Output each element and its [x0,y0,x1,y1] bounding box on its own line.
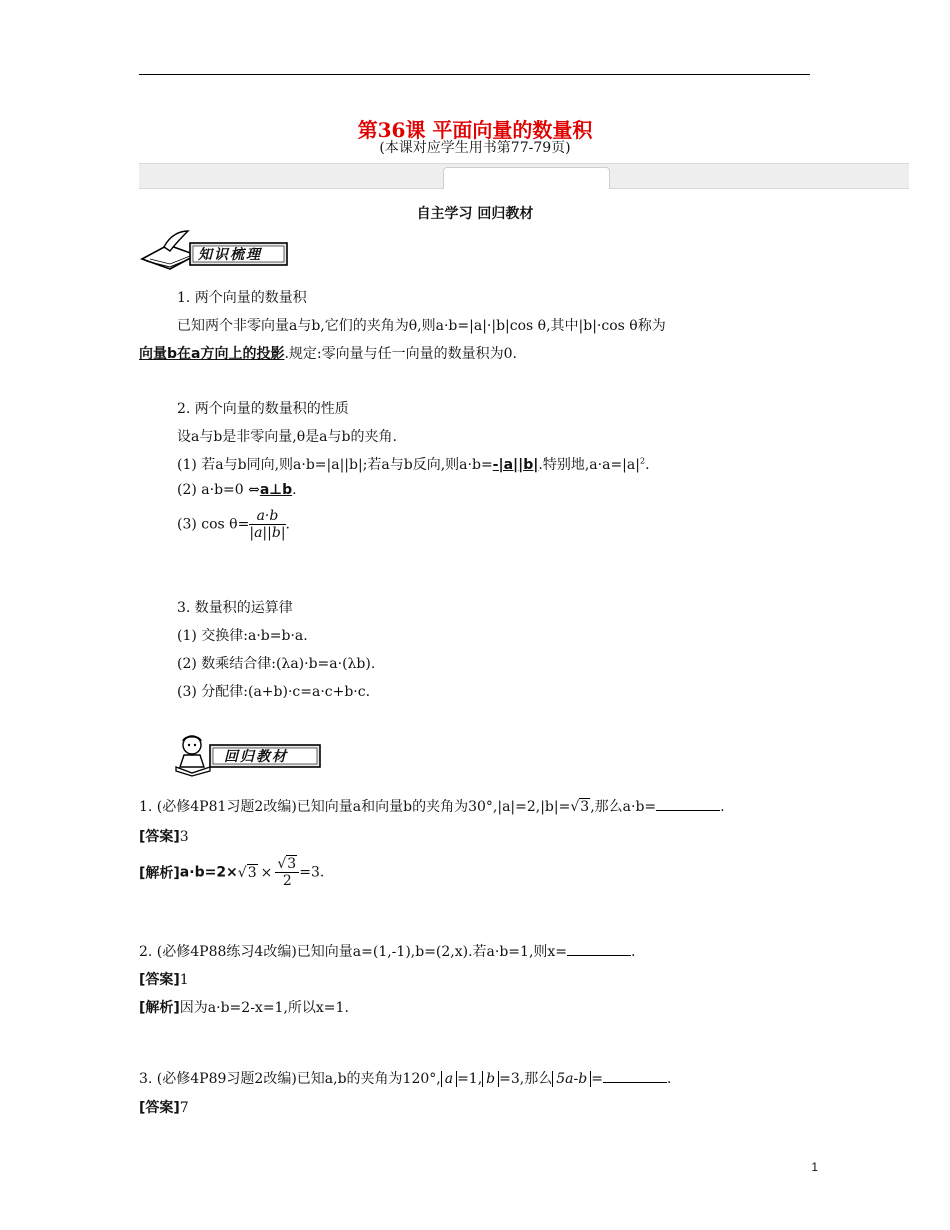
knowledge-badge [140,229,290,271]
k-p3-item3: (3) 分配律:(a+b)·c=a·c+b·c. [177,684,371,700]
q3-answer-value: 7 [179,1100,189,1116]
q2-answer-blank [567,943,631,956]
q1-analysis [139,856,324,889]
q1-analysis-times: × [260,864,273,881]
q1-analysis-end: =3. [299,864,325,881]
k-p3-item1: (1) 交换律:a·b=b·a. [177,628,308,644]
q3-abs-expr: 5a-b [552,1071,591,1087]
k-p2-item3-a: (3) cos θ= [177,516,250,533]
q1-end: ,那么a·b= [590,799,657,815]
q3-end: = [591,1071,603,1087]
k-p2-intro: 设a与b是非零向量,θ是a与b的夹角. [177,429,397,445]
problem-3 [139,1068,671,1088]
q3-text: 3. (必修4P89习题2改编)已知a,b的夹角为120°, [139,1071,441,1087]
textbook-badge [174,733,324,777]
k-p2-item2 [177,482,297,498]
q2-analysis-label: [解析] [139,1000,180,1016]
q2-end: . [631,944,636,960]
q2-answer-label: [答案] [139,972,180,988]
k-p1-line2 [139,343,517,363]
textbook-badge-label: 回归教材 [224,749,288,765]
q1-answer-label: [答案] [139,829,180,845]
section-band-tab [443,167,610,189]
problem-2 [139,941,635,961]
q3-answer-label: [答案] [139,1100,180,1116]
q1-answer-value: 3 [179,829,189,845]
k-p2-heading: 2. 两个向量的数量积的性质 [177,401,349,417]
k-p2-item1 [177,454,650,474]
q1-answer-blank [656,798,720,811]
k-p1-line1: 已知两个非零向量a与b,它们的夹角为θ,则a·b=|a|·|b|cos θ,其中|b|·cos θ称为 [177,318,666,334]
q1-analysis-a: a·b=2× [179,864,238,881]
q1-analysis-den: 2 [282,873,292,889]
k-p2-item3-end: . [285,516,290,533]
q1-analysis-label: [解析] [139,865,180,882]
q1-analysis-sqrt: √3 [237,864,257,881]
q3-mid1: =1, [457,1071,483,1087]
page-number: 1 [811,1160,818,1174]
k-p3-item2: (2) 数乘结合律:(λa)·b=a·(λb). [177,656,376,672]
k-p1-rule: .规定:零向量与任一向量的数量积为0. [284,346,517,362]
cos-fraction-den: |a||b| [249,525,286,541]
q3-answer [139,1097,189,1117]
k-p2-item2-end: . [292,482,297,498]
problem-1 [139,796,725,816]
k-p2-item1-b: .特别地,a·a=|a| [538,457,640,473]
k-p2-item2-answer: a⊥b [259,482,293,498]
q1-analysis-fraction [275,856,299,889]
page-subtitle: (本课对应学生用书第77-79页) [379,140,571,156]
page-title: 第36课 平面向量的数量积 [357,118,593,142]
k-p1-projection: 向量b在a方向上的投影 [139,346,285,362]
q3-end2: . [666,1071,672,1087]
q3-mid2: =3,那么 [499,1071,553,1087]
cos-fraction [249,508,285,541]
cos-fraction-num: a·b [249,508,285,525]
k-p1-heading: 1. 两个向量的数量积 [177,290,307,306]
q3-abs-b: b [482,1071,499,1087]
k-p2-item2-a: (2) a·b=0 ⇔ [177,482,260,498]
k-p2-item1-a: (1) 若a与b同向,则a·b=|a||b|;若a与b反向,则a·b= [177,457,493,473]
q2-answer [139,969,189,989]
knowledge-badge-label: 知识梳理 [198,247,262,263]
k-p2-item1-end: . [645,457,650,473]
q1-sqrt: √3 [570,799,590,815]
q2-answer-value: 1 [179,972,189,988]
q3-answer-blank [603,1070,667,1083]
k-p3-heading: 3. 数量积的运算律 [177,600,293,616]
q2-text: 2. (必修4P88练习4改编)已知向量a=(1,-1),b=(2,x).若a·b=1,则x= [139,944,568,960]
k-p2-item1-sup: 2 [639,456,646,466]
q2-analysis [139,997,349,1017]
q1-analysis-num: √3 [275,856,299,873]
q1-text: 1. (必修4P81习题2改编)已知向量a和向量b的夹角为30°,|a|=2,|b|= [139,799,571,815]
q1-answer [139,826,189,846]
k-p2-item1-answer: -|a||b| [492,457,539,473]
q3-abs-a: a [441,1071,457,1087]
q2-analysis-text: 因为a·b=2-x=1,所以x=1. [179,1000,349,1016]
k-p2-item3 [177,508,290,541]
q1-end2: . [720,799,725,815]
section-heading: 自主学习 回归教材 [416,206,534,222]
top-rule [139,74,810,75]
